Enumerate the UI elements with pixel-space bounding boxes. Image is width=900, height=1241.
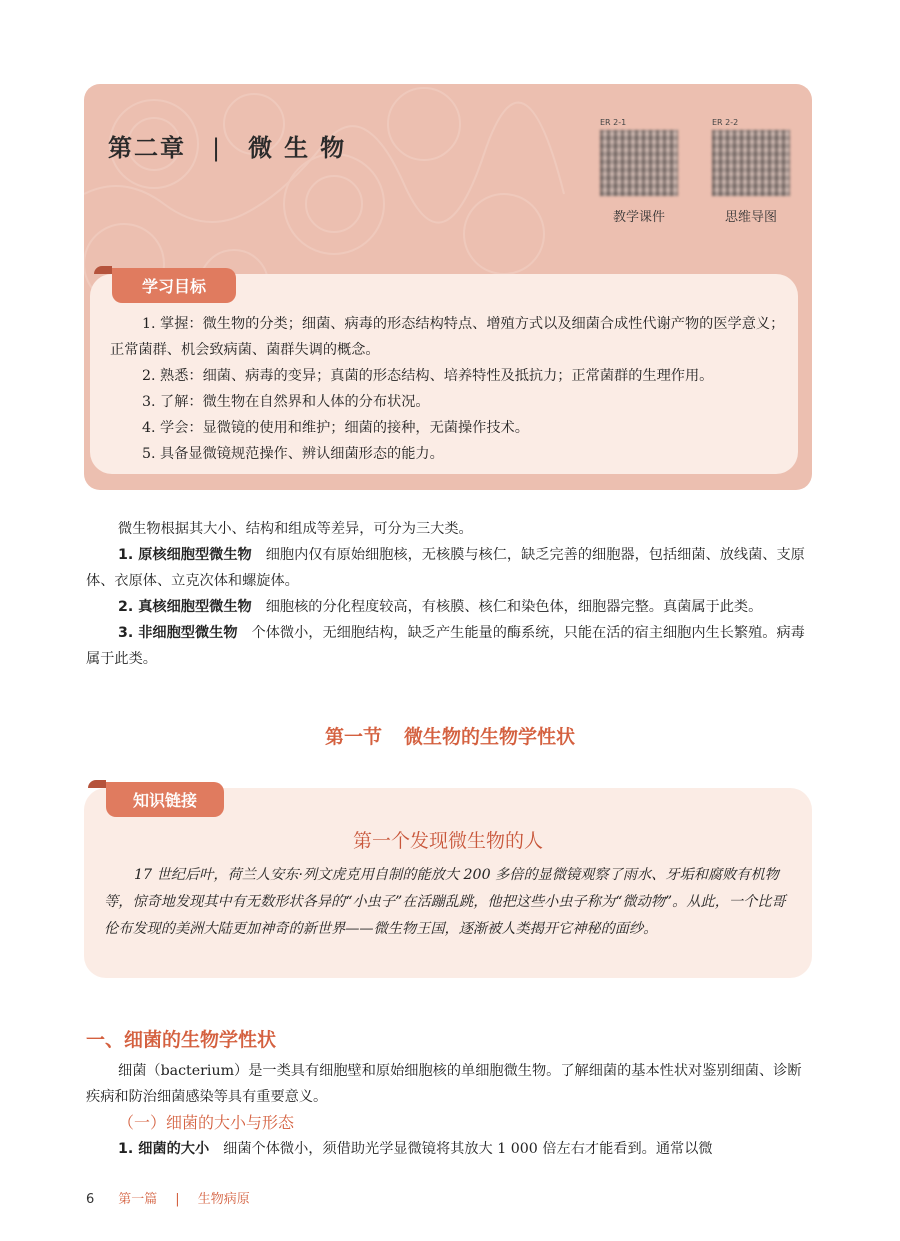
bacteria-size-text: 细菌个体微小，须借助光学显微镜将其放大 1 000 倍左右才能看到。通常以微 xyxy=(223,1141,713,1157)
learning-goals-tab: 学习目标 xyxy=(112,268,236,303)
page-number: 6 xyxy=(86,1192,95,1207)
category-paragraph xyxy=(86,594,812,620)
category-term: 2. 真核细胞型微生物 xyxy=(118,599,252,615)
category-text: 细胞核的分化程度较高，有核膜、核仁和染色体，细胞器完整。真菌属于此类。 xyxy=(265,599,763,615)
chapter-header xyxy=(84,84,812,490)
category-term: 1. 原核细胞型微生物 xyxy=(118,547,252,563)
section-name: 微生物的生物学性状 xyxy=(404,726,576,748)
tab-notch-icon xyxy=(88,780,106,788)
goal-item: 1. 掌握：微生物的分类；细菌、病毒的形态结构特点、增殖方式以及细菌合成性代谢产物的医学意义；正常菌群、机会致病菌、菌群失调的概念。 xyxy=(110,316,785,358)
goal-item: 4. 学会：显微镜的使用和维护；细菌的接种，无菌操作技术。 xyxy=(142,420,529,436)
learning-goals-panel xyxy=(90,274,798,474)
chapter-title xyxy=(108,128,356,163)
qr-courseware[interactable] xyxy=(600,118,678,225)
qr-caption: 教学课件 xyxy=(612,210,665,225)
bacteria-size-paragraph xyxy=(86,1136,812,1162)
bacteria-intro-text: 细菌（bacterium）是一类具有细胞壁和原始细胞核的单细胞微生物。了解细菌的基本性状对鉴别细菌、诊断疾病和防治细菌感染等具有重要意义。 xyxy=(86,1063,802,1105)
category-term: 3. 非细胞型微生物 xyxy=(118,625,238,641)
learning-goals-list xyxy=(110,311,790,467)
category-paragraph xyxy=(86,542,812,594)
chapter-separator: | xyxy=(212,134,223,162)
intro-lead: 微生物根据其大小、结构和组成等差异，可分为三大类。 xyxy=(118,521,473,537)
category-paragraph xyxy=(86,620,812,672)
footer-separator: | xyxy=(175,1192,180,1207)
qr-code-label: ER 2-2 xyxy=(712,118,739,127)
chapter-name: 微生物 xyxy=(248,134,357,162)
bacteria-subheading: （一）细菌的大小与形态 xyxy=(118,1113,295,1132)
footer-part-name: 生物病原 xyxy=(197,1192,250,1207)
goal-item: 2. 熟悉：细菌、病毒的变异；真菌的形态结构、培养特性及抵抗力；正常菌群的生理作用。 xyxy=(142,368,714,384)
goal-item: 3. 了解：微生物在自然界和人体的分布状况。 xyxy=(142,394,430,410)
section-number: 第一节 xyxy=(324,726,382,748)
qr-code-label: ER 2-1 xyxy=(600,118,627,127)
intro-text xyxy=(86,516,812,672)
bacteria-intro xyxy=(86,1058,812,1110)
chapter-number: 第二章 xyxy=(108,134,186,162)
category-text: 个体微小，无细胞结构，缺乏产生能量的酶系统，只能在活的宿主细胞内生长繁殖。病毒属于此类。 xyxy=(86,625,805,667)
tab-notch-icon xyxy=(94,266,112,274)
knowledge-link-heading: 第一个发现微生物的人 xyxy=(352,830,543,852)
category-text: 细胞内仅有原始细胞核，无核膜与核仁，缺乏完善的细胞器，包括细菌、放线菌、支原体、衣原体、立克次体和螺旋体。 xyxy=(86,547,805,589)
section-title xyxy=(0,722,900,749)
knowledge-link-text: 17 世纪后叶，荷兰人安东·列文虎克用自制的能放大 200 多倍的显微镜观察了雨水、牙垢和腐败有机物等，惊奇地发现其中有无数形状各异的“小虫子”在活蹦乱跳，他把这些小虫子称为“微动物”。从此，一个比哥伦布发现的美洲大陆更加神奇的新世界——微生物王国，逐渐被人类揭开它神秘的面纱。 xyxy=(104,867,786,937)
qr-mindmap[interactable] xyxy=(712,118,790,225)
qr-code-icon[interactable] xyxy=(600,130,678,196)
goal-item: 5. 具备显微镜规范操作、辨认细菌形态的能力。 xyxy=(142,446,444,462)
page-footer xyxy=(86,1188,250,1207)
knowledge-link-panel xyxy=(84,788,812,978)
bacteria-size xyxy=(86,1136,812,1162)
bacteria-heading: 一、细菌的生物学性状 xyxy=(86,1029,277,1051)
qr-code-icon[interactable] xyxy=(712,130,790,196)
bacteria-size-term: 1. 细菌的大小 xyxy=(118,1141,210,1157)
footer-part: 第一篇 xyxy=(118,1192,158,1207)
knowledge-link-tab: 知识链接 xyxy=(106,782,224,817)
qr-caption: 思维导图 xyxy=(724,210,777,225)
knowledge-link-body xyxy=(104,862,794,943)
